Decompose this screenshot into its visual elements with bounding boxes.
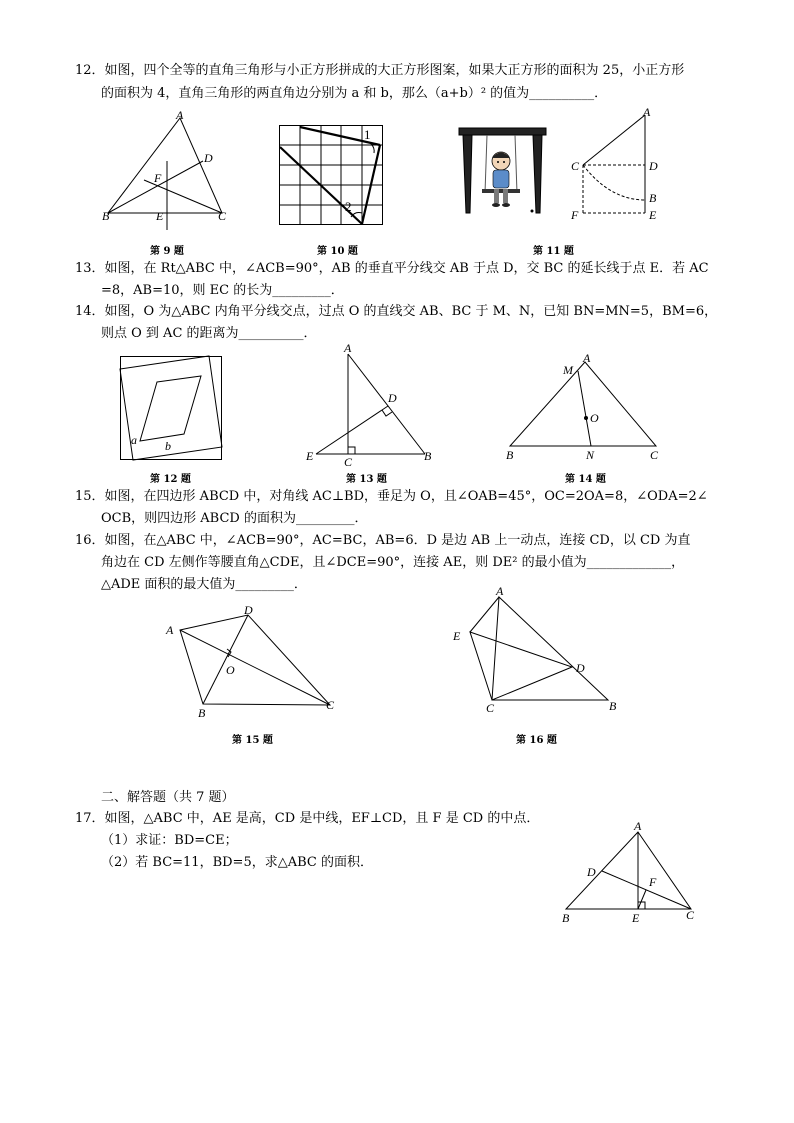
q12-line1: 12．如图，四个全等的直角三角形与小正方形拼成的大正方形图案，如果大正方形的面积为 25，小正方形	[75, 63, 685, 78]
fig9-label-d: D	[204, 151, 213, 165]
q15-line2: OCB，则四边形 ABCD 的面积为_________．	[101, 511, 368, 526]
q12-line2: 的面积为 4，直角三角形的两直角边分别为 a 和 b，那么（a+b）² 的值为__________．	[101, 86, 608, 101]
fig11-label-d: D	[649, 159, 658, 173]
fig9-label-c: C	[218, 209, 227, 223]
section-heading: 二、解答题（共 7 题）	[101, 790, 235, 805]
fig15-label-b: B	[198, 706, 206, 720]
fig13-label-b: B	[424, 449, 432, 463]
fig13-label-e: E	[306, 449, 314, 463]
q15-line1: 15．如图，在四边形 ABCD 中，对角线 AC⊥BD，垂足为 O，且∠OAB=45°，OC=2OA=8，∠ODA=2∠	[75, 489, 708, 504]
figure-11	[455, 125, 550, 220]
fig11-label-a: A	[643, 105, 651, 119]
q16-line2: 角边在 CD 左侧作等腰直角△CDE，且∠DCE=90°，连接 AE，则 DE² 的最小值为_____________，	[101, 555, 685, 570]
fig17-label-c: C	[686, 908, 695, 922]
fig14-label-a: A	[583, 351, 591, 365]
q16-line1: 16．如图，在△ABC 中，∠ACB=90°，AC=BC，AB=6．D 是边 AB 上一动点，连接 CD，以 CD 为直	[75, 533, 691, 548]
q14-line1: 14．如图，O 为△ABC 内角平分线交点，过点 O 的直线交 AB、BC 于 M、N，已知 BN=MN=5，BM=6，	[75, 304, 718, 319]
figure-15	[160, 600, 350, 725]
fig15-label-a: A	[166, 623, 174, 637]
q17-line1: 17．如图，△ABC 中，AE 是高，CD 是中线，EF⊥CD，且 F 是 CD 的中点．	[75, 811, 540, 826]
fig9-label-b: B	[102, 209, 110, 223]
fig9-caption: 第 9 题	[150, 246, 184, 257]
figure-13	[306, 342, 436, 467]
fig14-label-n: N	[586, 448, 595, 462]
fig15-label-d: D	[244, 603, 253, 617]
q13-line1: 13．如图，在 Rt△ABC 中，∠ACB=90°，AB 的垂直平分线交 AB 于点 D，交 BC 的延长线于点 E．若 AC	[75, 261, 709, 276]
fig11-caption: 第 11 题	[533, 246, 574, 257]
fig13-label-a: A	[344, 341, 352, 355]
fig11-label-c: C	[571, 159, 580, 173]
figure-11-geometry	[570, 105, 670, 225]
fig12-label-a: a	[131, 433, 137, 447]
q13-line2: =8，AB=10，则 EC 的长为_________．	[101, 283, 344, 298]
fig12-caption: 第 12 题	[150, 474, 191, 485]
fig14-caption: 第 14 题	[565, 474, 606, 485]
fig13-label-d: D	[388, 391, 397, 405]
fig11-label-f: F	[571, 208, 579, 222]
fig13-caption: 第 13 题	[346, 474, 387, 485]
fig16-label-c: C	[486, 701, 495, 715]
fig17-label-e: E	[632, 911, 640, 925]
figure-9	[100, 108, 240, 228]
fig16-label-e: E	[453, 629, 461, 643]
fig16-caption: 第 16 题	[516, 735, 557, 746]
q16-line3: △ADE 面积的最大值为_________．	[101, 577, 307, 592]
fig17-label-d: D	[587, 865, 596, 879]
fig9-label-e: E	[156, 209, 164, 223]
fig9-label-a: A	[176, 108, 184, 122]
fig14-label-m: M	[563, 363, 573, 377]
figure-17	[558, 816, 708, 926]
fig15-caption: 第 15 题	[232, 735, 273, 746]
fig12-label-b: b	[165, 439, 171, 453]
fig9-label-f: F	[154, 171, 162, 185]
fig10-angle-2: 2	[345, 199, 352, 214]
fig17-label-a: A	[634, 819, 642, 833]
figure-16	[448, 582, 628, 715]
fig10-angle-1: 1	[364, 127, 371, 142]
fig15-label-c: C	[326, 698, 335, 712]
fig16-label-d: D	[576, 661, 585, 675]
fig13-label-c: C	[344, 455, 353, 469]
fig17-label-b: B	[562, 911, 570, 925]
figure-14	[502, 350, 672, 465]
fig15-label-o: O	[226, 663, 235, 677]
fig16-label-a: A	[496, 584, 504, 598]
fig17-label-f: F	[649, 875, 657, 889]
figure-12	[120, 356, 222, 460]
fig14-label-o: O	[590, 411, 599, 425]
fig11-label-b: B	[649, 191, 657, 205]
q17-part2: （2）若 BC=11，BD=5，求△ABC 的面积．	[101, 855, 373, 870]
fig11-label-e: E	[649, 208, 657, 222]
q14-line2: 则点 O 到 AC 的距离为__________．	[101, 326, 317, 341]
fig14-label-c: C	[650, 448, 659, 462]
q17-part1: （1）求证：BD=CE；	[101, 833, 238, 848]
figure-10	[279, 125, 383, 225]
fig10-caption: 第 10 题	[317, 246, 358, 257]
fig16-label-b: B	[609, 699, 617, 713]
fig14-label-b: B	[506, 448, 514, 462]
